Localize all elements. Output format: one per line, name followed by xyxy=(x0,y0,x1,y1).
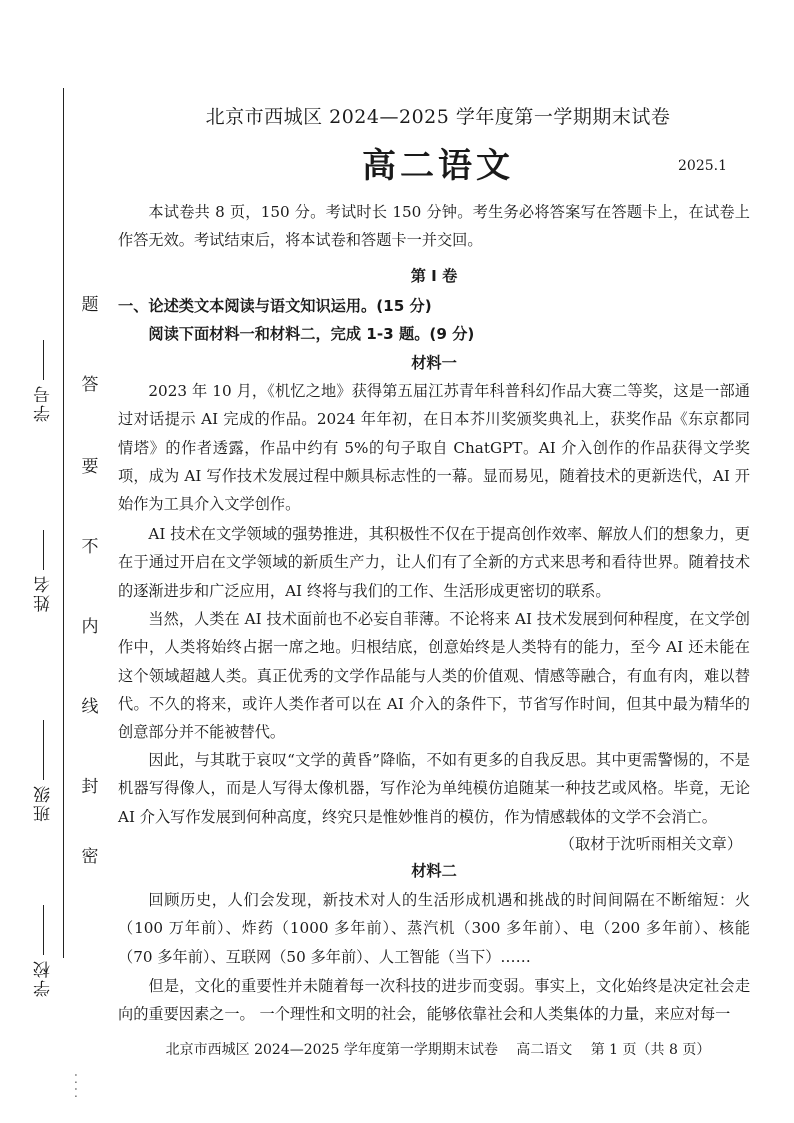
binding-margin xyxy=(0,0,112,1123)
material1-paragraph: 因此，与其耽于哀叹“文学的黄昏”降临，不如有更多的自我反思。其中更需警惕的，不是机器写得像人，而是人写得太像机器，写作沦为单纯模仿追随某一种技艺或风格。毕竟，无论 AI 介入写作发展到何种高度，终究只是惟妙惟肖的模仿，作为情感载体的文学不会消亡。 xyxy=(118,751,750,826)
class-field[interactable] xyxy=(28,720,58,822)
seal-char: 密 xyxy=(81,847,99,867)
name-field[interactable] xyxy=(28,530,58,612)
task-instruction: 阅读下面材料一和材料二，完成 1-3 题。(9 分) xyxy=(148,325,475,343)
school-blank[interactable] xyxy=(43,905,44,955)
material1-paragraph: 当然，人类在 AI 技术面前也不必妄自菲薄。不论将来 AI 技术发展到何种程度，在文学创作中，人类将始终占据一席之地。归根结底，创意始终是人类特有的能力，至今 AI 还未能在这个领域超越人类。真正优秀的文学作品能与人类的价值观、情感等融合，有血有肉，难以替代。不久的将来，或许人类作者可以在 AI 介入的条件下，节省写作时间，但其中最为精华的创意部分并不能被替代。 xyxy=(118,610,750,742)
material1-paragraph: AI 技术在文学领域的强势推进，其积极性不仅在于提高创作效率、解放人们的想象力，更在于通过开启在文学领域的新质生产力，让人们有了全新的方式来思考和看待世界。随着技术的逐渐进步和广泛应用，AI 终将与我们的工作、生活形成更密切的联系。 xyxy=(118,525,750,600)
part-title: 第 Ⅰ 卷 xyxy=(410,267,458,285)
exam-date: 2025.1 xyxy=(678,158,727,174)
student-id-blank[interactable] xyxy=(43,340,44,380)
class-blank[interactable] xyxy=(43,720,44,780)
material2-paragraph: 但是，文化的重要性并未随着每一次科技的进步而变弱。事实上，文化始终是决定社会走向的重要因素之一。 一个理性和文明的社会，能够依靠社会和人类集体的力量，来应对每一 xyxy=(118,977,750,1024)
seal-char: 线 xyxy=(81,697,99,717)
scan-marks: ⁚ ⁚ xyxy=(74,1072,78,1100)
student-id-field[interactable] xyxy=(28,340,58,422)
student-id-label: 学号 xyxy=(33,384,54,422)
class-label: 班级 xyxy=(33,784,54,822)
exam-title: 北京市西城区 2024—2025 学年度第一学期期末试卷 xyxy=(205,106,671,128)
seal-char: 题 xyxy=(81,295,99,315)
seal-char: 答 xyxy=(81,375,99,395)
material1-title: 材料一 xyxy=(411,354,457,372)
seal-char: 封 xyxy=(81,777,99,797)
section-heading: 一、论述类文本阅读与语文知识运用。(15 分) xyxy=(118,297,432,315)
subject-title: 高二语文 xyxy=(362,146,514,186)
material1-source: （取材于沈听雨相关文章） xyxy=(559,835,742,853)
school-field[interactable] xyxy=(28,905,58,997)
seal-char: 内 xyxy=(81,617,99,637)
seal-char: 不 xyxy=(81,537,99,557)
seal-char: 要 xyxy=(81,457,99,477)
page-footer: 北京市西城区 2024—2025 学年度第一学期期末试卷 高二语文 第 1 页（共 8 页） xyxy=(165,1042,711,1058)
name-label: 姓名 xyxy=(33,574,54,612)
binding-line xyxy=(63,88,64,958)
name-blank[interactable] xyxy=(43,530,44,570)
material2-paragraph: 回顾历史，人们会发现，新技术对人的生活形成机遇和挑战的时间间隔在不断缩短：火（100 万年前）、炸药（1000 多年前）、蒸汽机（300 多年前）、电（200 多年前）、核能（70 多年前）、互联网（50 多年前）、人工智能（当下）…… xyxy=(118,891,750,966)
instructions: 本试卷共 8 页，150 分。考试时长 150 分钟。考生务必将答案写在答题卡上，在试卷上作答无效。考试结束后，将本试卷和答题卡一并交回。 xyxy=(118,203,750,250)
material2-title: 材料二 xyxy=(411,862,457,880)
material1-paragraph: 2023 年 10 月，《机忆之地》获得第五届江苏青年科普科幻作品大赛二等奖，这是一部通过对话提示 AI 完成的作品。2024 年年初，在日本芥川奖颁奖典礼上，获奖作品《东京都同情塔》的作者透露，作品中约有 5%的句子取自 ChatGPT。AI 介入创作的作品获得文学奖项，成为 AI 写作技术发展过程中颇具标志性的一幕。显而易见，随着技术的更新迭代，AI 开始作为工具介入文学创作。 xyxy=(118,382,750,514)
school-label: 学校 xyxy=(33,959,54,997)
